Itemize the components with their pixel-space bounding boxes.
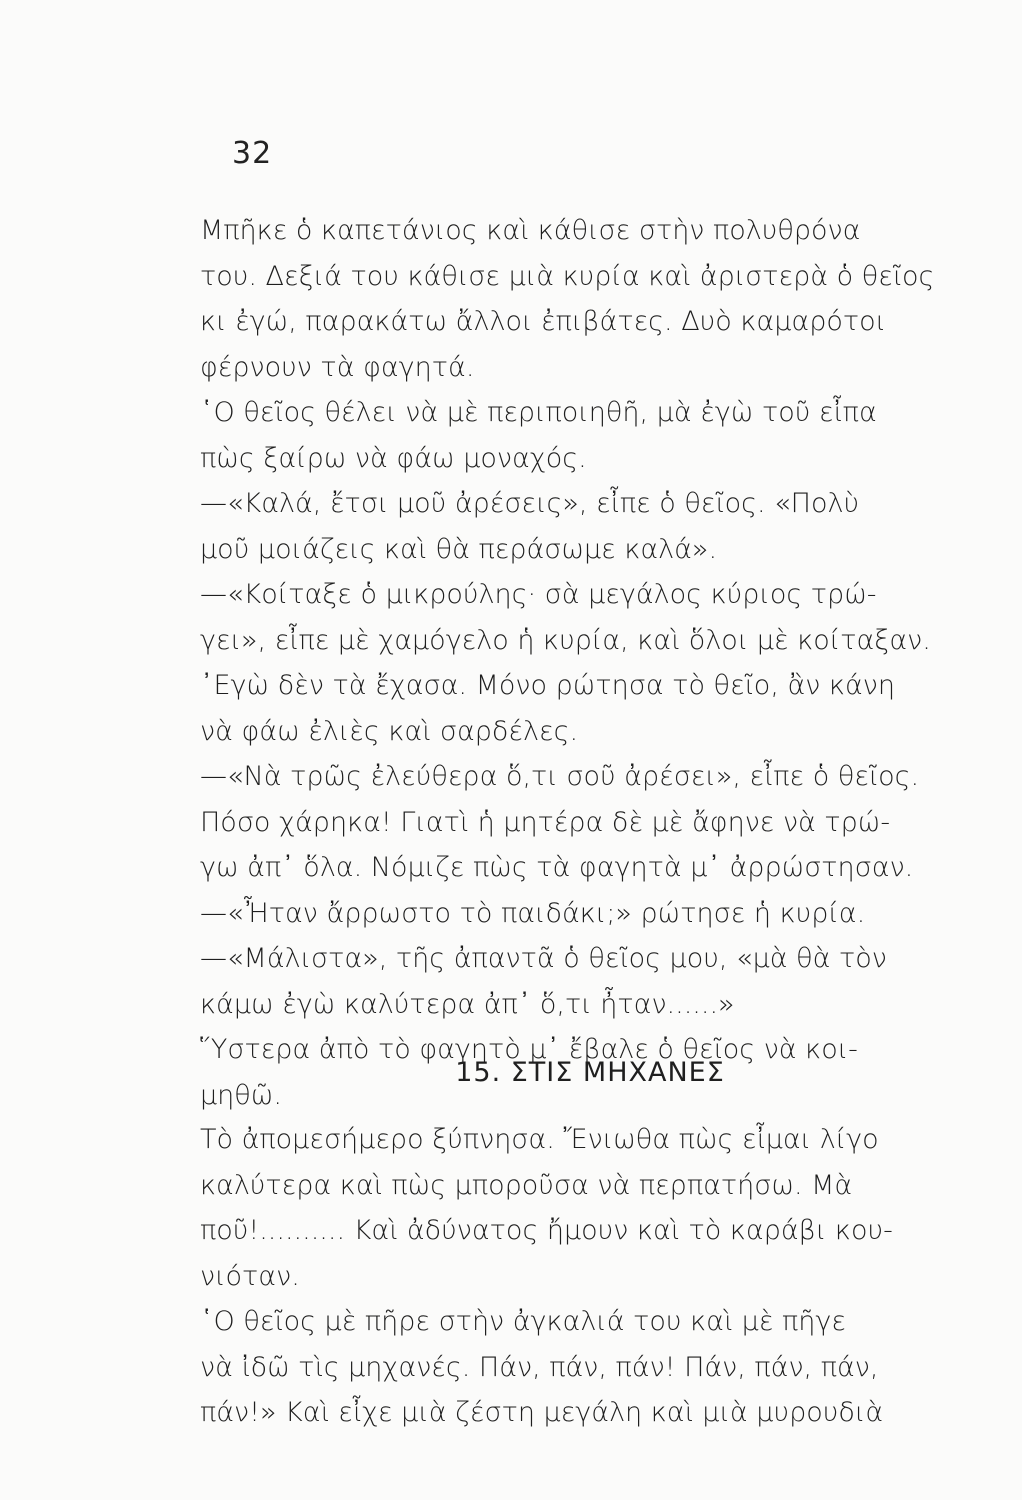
text-line: —«Νὰ τρῶς ἐλεύθερα ὅ,τι σοῦ ἀρέσει», εἶπε ὁ θεῖος. xyxy=(200,761,920,792)
text-line: Ὕστερα ἀπὸ τὸ φαγητὸ μ᾿ ἔβαλε ὁ θεῖος νὰ κοι- xyxy=(200,1034,858,1065)
page-number: 32 xyxy=(232,136,273,171)
text-line: του. Δεξιά του κάθισε μιὰ κυρία καὶ ἀριστερὰ ὁ θεῖος xyxy=(200,260,935,292)
text-line: γω ἀπ᾿ ὅλα. Νόμιζε πὼς τὰ φαγητὰ μ᾿ ἀρρώστησαν. xyxy=(200,852,914,883)
text-line: νὰ ἰδῶ τὶς μηχανές. Πάν, πάν, πάν! Πάν, πάν, πάν, xyxy=(200,1351,879,1383)
text-line: καλύτερα καὶ πὼς μποροῦσα νὰ περπατήσω. Μὰ xyxy=(200,1169,853,1201)
text-line: νὰ φάω ἐλιὲς καὶ σαρδέλες. xyxy=(200,715,579,747)
text-line: ποῦ!.......... Καὶ ἀδύνατος ἤμουν καὶ τὸ καράβι κου- xyxy=(200,1215,893,1246)
text-line: —«Μάλιστα», τῆς ἀπαντᾶ ὁ θεῖος μου, «μὰ θὰ τὸν xyxy=(200,943,887,974)
text-line: —«Καλά, ἔτσι μοῦ ἀρέσεις», εἶπε ὁ θεῖος. «Πολὺ xyxy=(200,488,860,519)
section-heading: 15. ΣΤΙΣ ΜΗΧΑΝΕΣ xyxy=(455,1057,725,1088)
text-line: Πόσο χάρηκα! Γιατὶ ἡ μητέρα δὲ μὲ ἄφηνε νὰ τρώ- xyxy=(200,806,891,838)
body-text-part-2 xyxy=(200,1117,980,1436)
text-line: κι ἐγώ, παρακάτω ἄλλοι ἐπιβάτες. Δυὸ καμαρότοι xyxy=(200,306,887,337)
text-line: —«Κοίταξε ὁ μικρούλης· σὰ μεγάλος κύριος τρώ- xyxy=(200,579,877,610)
text-line: μηθῶ. xyxy=(200,1079,283,1111)
text-line: ᾿Εγὼ δὲν τὰ ἔχασα. Μόνο ρώτησα τὸ θεῖο, ἂν κάνη xyxy=(200,670,895,701)
text-line: Μπῆκε ὁ καπετάνιος καὶ κάθισε στὴν πολυθρόνα xyxy=(200,215,861,246)
text-line: μοῦ μοιάζεις καὶ θὰ περάσωμε καλά». xyxy=(200,533,718,565)
text-line: Τὸ ἀπομεσήμερο ξύπνησα. Ἔνιωθα πὼς εἶμαι λίγο xyxy=(200,1124,879,1155)
text-line: νιόταν. xyxy=(200,1260,300,1292)
text-line: γει», εἶπε μὲ χαμόγελο ἡ κυρία, καὶ ὅλοι μὲ κοίταξαν. xyxy=(200,624,931,656)
body-text-part-1 xyxy=(200,208,980,1118)
text-line: πάν!» Καὶ εἶχε μιὰ ζέστη μεγάλη καὶ μιὰ μυρουδιὰ xyxy=(200,1397,884,1428)
text-line: κάμω ἐγὼ καλύτερα ἀπ᾿ ὅ,τι ἦταν......» xyxy=(200,988,735,1020)
text-line: πὼς ξαίρω νὰ φάω μοναχός. xyxy=(200,442,587,474)
text-line: ῾Ο θεῖος μὲ πῆρε στὴν ἀγκαλιά του καὶ μὲ πῆγε xyxy=(200,1306,846,1337)
text-line: —«Ἦταν ἄρρωστο τὸ παιδάκι;» ρώτησε ἡ κυρία. xyxy=(200,897,866,929)
text-line: ῾Ο θεῖος θέλει νὰ μὲ περιποιηθῆ, μὰ ἐγὼ τοῦ εἶπα xyxy=(200,397,877,428)
text-line: φέρνουν τὰ φαγητά. xyxy=(200,351,475,383)
